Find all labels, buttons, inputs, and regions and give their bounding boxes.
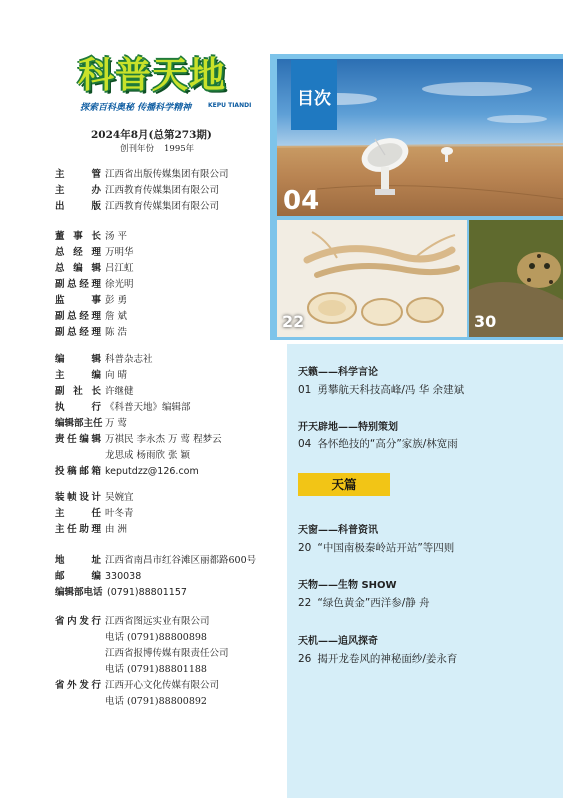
toc-section-title: 天籁——科学言论 bbox=[298, 367, 378, 378]
info-value: 龙思成 杨雨欣 张 颖 bbox=[105, 450, 191, 461]
info-label: 主 管 bbox=[55, 169, 101, 180]
info-value: 江西省图远实业有限公司 bbox=[105, 616, 210, 627]
toc-section-title: 天窗——科普资讯 bbox=[298, 525, 378, 536]
toc-text: 各怀绝技的“高分”家族/林宽雨 bbox=[317, 438, 458, 450]
toc-panel bbox=[287, 344, 563, 798]
info-value: (0791)88801157 bbox=[107, 587, 187, 598]
info-value: 科普杂志社 bbox=[105, 354, 153, 365]
info-value: 330038 bbox=[105, 571, 142, 582]
mulu-tab: 目次 bbox=[291, 60, 337, 130]
info-label: 执 行 bbox=[55, 402, 101, 413]
email-value: keputdzz@126.com bbox=[105, 466, 199, 477]
info-label: 责任编辑 bbox=[55, 434, 101, 445]
ginseng-illustration bbox=[277, 220, 467, 337]
info-value: 电话 (0791)88800892 bbox=[105, 696, 207, 707]
info-value: 叶冬青 bbox=[105, 508, 134, 519]
toc-item[interactable] bbox=[298, 382, 464, 397]
info-value: 江西教育传媒集团有限公司 bbox=[105, 185, 220, 196]
toc-page: 04 bbox=[298, 438, 312, 450]
info-value: 詹 斌 bbox=[105, 311, 128, 322]
info-label: 主 办 bbox=[55, 185, 101, 196]
info-label: 编辑部主任 bbox=[55, 418, 103, 429]
toc-text: “中国南极秦岭站开站”等四则 bbox=[317, 542, 455, 554]
info-value: 江西省报博传媒有限责任公司 bbox=[105, 648, 229, 659]
toc-item[interactable] bbox=[298, 595, 430, 610]
info-label: 省内发行 bbox=[55, 616, 101, 627]
info-label: 地 址 bbox=[55, 555, 101, 566]
info-label: 省外发行 bbox=[55, 680, 101, 691]
info-label: 主 编 bbox=[55, 370, 101, 381]
info-value: 陈 浩 bbox=[105, 327, 128, 338]
toc-page: 26 bbox=[298, 653, 312, 665]
info-label: 董事长 bbox=[55, 231, 101, 242]
info-value: 江西省南昌市红谷滩区丽都路600号 bbox=[105, 555, 257, 566]
info-label: 主 任 bbox=[55, 508, 101, 519]
info-value: 向 晴 bbox=[105, 370, 128, 381]
toc-page: 22 bbox=[298, 597, 312, 609]
info-value: 江西开心文化传媒有限公司 bbox=[105, 680, 220, 691]
info-value: 万明华 bbox=[105, 247, 134, 258]
toc-item[interactable] bbox=[298, 540, 454, 555]
info-value: 万祺民 李永杰 万 莺 程梦云 bbox=[105, 434, 222, 445]
founded-year: 1995年 bbox=[164, 144, 195, 154]
toc-text: 揭开龙卷风的神秘面纱/姜永育 bbox=[317, 653, 458, 665]
info-value: 许继健 bbox=[105, 386, 134, 397]
toc-page: 20 bbox=[298, 542, 312, 554]
info-label: 副社长 bbox=[55, 386, 101, 397]
toc-section-title: 天物——生物 SHOW bbox=[298, 580, 397, 591]
info-value: 由 洲 bbox=[105, 524, 128, 535]
toc-section-title: 天机——追风探奇 bbox=[298, 636, 378, 647]
toc-text: 勇攀航天科技高峰/冯 华 余建斌 bbox=[317, 384, 465, 396]
toc-item[interactable] bbox=[298, 436, 458, 451]
info-value: 《科普天地》编辑部 bbox=[105, 402, 191, 413]
page-number-04: 04 bbox=[283, 186, 320, 216]
info-value: 彭 勇 bbox=[105, 295, 128, 306]
info-label: 副总经理 bbox=[55, 327, 101, 338]
info-value: 江西教育传媒集团有限公司 bbox=[105, 201, 220, 212]
ginseng-photo[interactable] bbox=[277, 220, 467, 337]
slogan-en: KEPU TIANDI bbox=[208, 102, 252, 109]
info-value: 徐光明 bbox=[105, 279, 134, 290]
info-value: 吴婉宜 bbox=[105, 492, 134, 503]
page-number-22: 22 bbox=[282, 312, 305, 331]
toc-text: “绿色黄金”西洋参/静 舟 bbox=[317, 597, 430, 609]
info-value: 汤 平 bbox=[105, 231, 128, 242]
info-label: 装帧设计 bbox=[55, 492, 101, 503]
toc-section-title: 开天辟地——特别策划 bbox=[298, 422, 398, 433]
info-label: 编 辑 bbox=[55, 354, 101, 365]
info-label: 投稿邮箱 bbox=[55, 466, 101, 477]
info-label: 总编辑 bbox=[55, 263, 101, 274]
toc-page: 01 bbox=[298, 384, 312, 396]
info-label: 出 版 bbox=[55, 201, 101, 212]
info-value: 电话 (0791)88801188 bbox=[105, 664, 207, 675]
magazine-logo bbox=[78, 55, 252, 116]
info-label: 副总经理 bbox=[55, 311, 101, 322]
info-label: 监 事 bbox=[55, 295, 101, 306]
logo-text: 科普天地 bbox=[78, 55, 227, 96]
tianpian-banner: 天篇 bbox=[298, 473, 390, 496]
toc-item[interactable] bbox=[298, 651, 457, 666]
info-value: 万 莺 bbox=[105, 418, 128, 429]
info-label: 副总经理 bbox=[55, 279, 101, 290]
info-label: 主任助理 bbox=[55, 524, 101, 535]
page-number-30: 30 bbox=[474, 312, 497, 331]
founded-label: 创刊年份 bbox=[120, 144, 155, 154]
info-label: 总经理 bbox=[55, 247, 101, 258]
slogan: 探索百科奥秘 传播科学精神 bbox=[80, 103, 192, 113]
info-label: 编辑部电话 bbox=[55, 587, 103, 598]
info-label: 邮 编 bbox=[55, 571, 101, 582]
info-value: 江西省出版传媒集团有限公司 bbox=[105, 169, 229, 180]
founded-info bbox=[120, 142, 204, 154]
info-value: 吕江虹 bbox=[105, 263, 134, 274]
issue-info: 2024年8月(总第273期) bbox=[91, 129, 212, 141]
info-value: 电话 (0791)88800898 bbox=[105, 632, 207, 643]
